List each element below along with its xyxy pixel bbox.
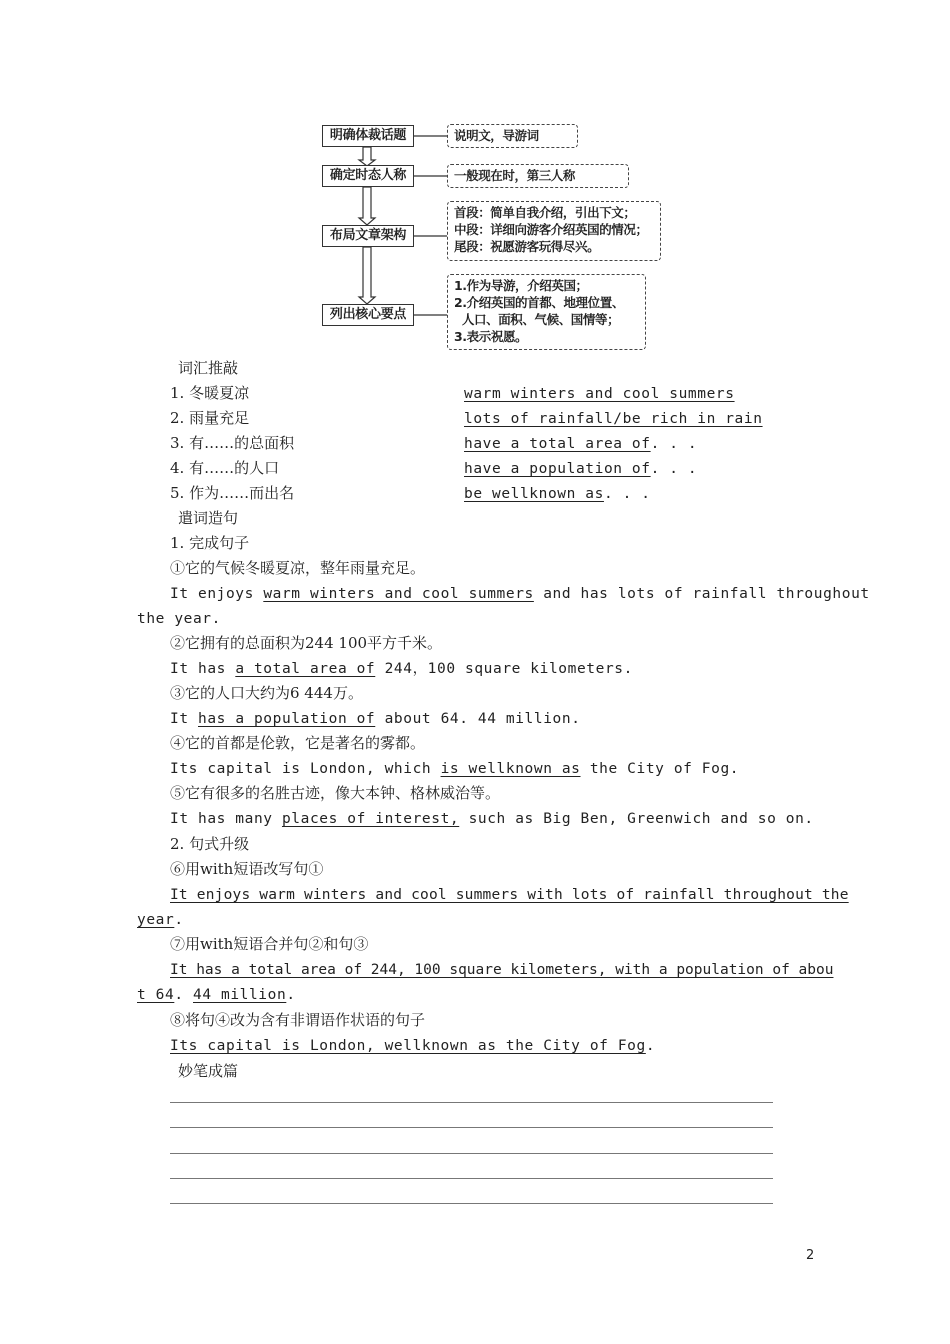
text: and has lots of rainfall throughout	[533, 586, 870, 602]
vocab-answer: have a total area of	[464, 436, 651, 452]
step-structure: 布局文章架构	[322, 225, 414, 247]
vocab-zh: 有……的人口	[189, 459, 280, 477]
vocab-item	[170, 433, 294, 453]
vocab-answer: lots of rainfall/be rich in rain	[464, 411, 763, 427]
note-line: 说明文，导游词	[454, 128, 539, 143]
note-line: 3.表示祝愿。	[454, 329, 528, 344]
vocab-zh: 冬暖夏凉	[189, 384, 250, 402]
page-number: 2	[806, 1248, 815, 1263]
s7-english	[170, 960, 833, 980]
arrow-down-icon	[359, 247, 375, 304]
step-genre-topic: 明确体裁话题	[322, 125, 414, 147]
s4-chinese: ④它的首都是伦敦，它是著名的雾都。	[170, 734, 426, 752]
vocab-en	[464, 434, 697, 454]
arrow-down-icon	[359, 147, 375, 166]
answer: a total area of	[235, 661, 376, 677]
vocab-answer: have a population of	[464, 461, 651, 477]
vocab-item	[170, 408, 249, 428]
vocab-zh: 有……的总面积	[189, 434, 295, 452]
text: 244，100 square kilometers.	[375, 661, 633, 677]
answer: has a population of	[198, 711, 376, 727]
text: .	[645, 1038, 656, 1054]
s4-english	[170, 759, 739, 779]
vocab-zh: 作为……而出名	[189, 484, 295, 502]
text: .	[174, 987, 193, 1003]
s8-chinese: ⑧将句④改为含有非谓语作状语的句子	[170, 1011, 426, 1029]
writing-line	[170, 1102, 773, 1103]
note-line: 2.介绍英国的首都、地理位置、	[454, 295, 624, 310]
answer: places of interest,	[281, 811, 460, 827]
part2-heading: 2. 句式升级	[170, 835, 250, 853]
text: .	[286, 987, 296, 1003]
part1-heading: 1. 完成句子	[170, 534, 250, 552]
note-key-points	[447, 274, 646, 350]
s6-english	[170, 885, 849, 905]
note-line: 1.作为导游，介绍英国；	[454, 278, 588, 293]
writing-line	[170, 1203, 773, 1204]
writing-heading: 妙笔成篇	[178, 1062, 239, 1080]
vocab-en	[464, 384, 735, 404]
note-line: 人口、面积、气候、国情等；	[454, 312, 620, 327]
step-tense-person: 确定时态人称	[322, 165, 414, 187]
s2-chinese: ②它拥有的总面积为244 100平方千米。	[170, 634, 443, 652]
writing-line	[170, 1153, 773, 1154]
s2-english	[170, 659, 633, 679]
answer: warm winters and cool summers	[263, 586, 534, 602]
text: the City of Fog.	[580, 761, 740, 777]
answer: Its capital is London, wellknown as the City of Fog	[170, 1038, 646, 1054]
s8-english	[170, 1036, 655, 1056]
answer: t 64	[137, 987, 175, 1003]
vocab-num: 4.	[170, 459, 185, 477]
note-line: 尾段：祝愿游客玩得尽兴。	[454, 239, 600, 254]
text: such as Big Ben, Greenwich and so on.	[459, 811, 814, 827]
text: It has many	[170, 811, 282, 827]
vocab-num: 1.	[170, 384, 185, 402]
vocab-item	[170, 458, 279, 478]
s3-chinese: ③它的人口大约为6 444万。	[170, 684, 363, 702]
s6-chinese: ⑥用with短语改写句①	[170, 860, 324, 878]
vocab-en	[464, 459, 697, 479]
text: It	[170, 711, 198, 727]
note-genre	[447, 124, 578, 148]
s5-chinese: ⑤它有很多的名胜古迹，像大本钟、格林威治等。	[170, 784, 501, 802]
answer: It has a total area of 244, 100 square kilometers, with a population of abou	[170, 962, 834, 978]
sentences-heading: 遣词造句	[178, 509, 239, 527]
vocab-tail: . . .	[603, 486, 651, 502]
text: Its capital is London, which	[170, 761, 441, 777]
writing-line	[170, 1127, 773, 1128]
vocab-num: 3.	[170, 434, 185, 452]
vocab-item	[170, 383, 249, 403]
vocab-zh: 雨量充足	[189, 409, 250, 427]
vocab-heading: 词汇推敲	[178, 359, 239, 377]
note-line: 中段：详细向游客介绍英国的情况；	[454, 222, 648, 237]
note-tense	[447, 164, 629, 188]
vocab-answer: be wellknown as	[464, 486, 604, 502]
s1-english	[170, 584, 870, 604]
answer: is wellknown as	[440, 761, 581, 777]
s7-chinese: ⑦用with短语合并句②和句③	[170, 935, 369, 953]
text: It has	[170, 661, 236, 677]
note-structure	[447, 201, 661, 261]
s1-english-cont: the year.	[137, 611, 221, 627]
vocab-tail: . . .	[650, 436, 698, 452]
text: .	[174, 912, 184, 928]
vocab-tail: . . .	[650, 461, 698, 477]
vocab-en	[464, 484, 651, 504]
note-line: 首段：简单自我介绍，引出下文；	[454, 205, 636, 220]
outline-flowchart	[0, 0, 950, 360]
text: It enjoys	[170, 586, 264, 602]
s1-chinese: ①它的气候冬暖夏凉，整年雨量充足。	[170, 559, 426, 577]
arrow-down-icon	[359, 187, 375, 225]
step-key-points: 列出核心要点	[322, 304, 414, 326]
vocab-en	[464, 409, 763, 429]
s5-english	[170, 809, 814, 829]
vocab-num: 2.	[170, 409, 185, 427]
answer: 44 million	[193, 987, 287, 1003]
vocab-num: 5.	[170, 484, 185, 502]
s6-english-cont	[137, 910, 184, 930]
s7-english-cont	[137, 985, 296, 1005]
s3-english	[170, 709, 581, 729]
vocab-answer: warm winters and cool summers	[464, 386, 735, 402]
writing-line	[170, 1178, 773, 1179]
text: about 64. 44 million.	[375, 711, 581, 727]
answer: year	[137, 912, 175, 928]
answer: It enjoys warm winters and cool summers with lots of rainfall throughout the	[170, 887, 849, 903]
vocab-item	[170, 483, 294, 503]
note-line: 一般现在时，第三人称	[454, 168, 576, 183]
